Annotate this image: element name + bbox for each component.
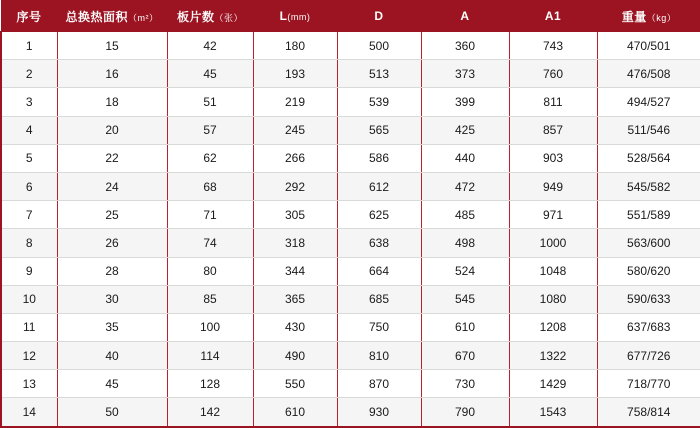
cell-index: 14	[1, 398, 57, 427]
cell-index: 6	[1, 172, 57, 200]
cell-total-area: 24	[57, 172, 167, 200]
cell-a1: 1048	[509, 257, 597, 285]
column-header-a-label: A	[460, 9, 470, 23]
cell-a1: 811	[509, 88, 597, 116]
cell-plate-count: 142	[167, 398, 253, 427]
cell-a: 472	[421, 172, 509, 200]
cell-l: 490	[253, 342, 337, 370]
cell-a: 545	[421, 285, 509, 313]
table-row	[1, 60, 700, 88]
cell-l: 180	[253, 32, 337, 60]
cell-plate-count: 68	[167, 172, 253, 200]
cell-l: 430	[253, 313, 337, 341]
cell-l: 305	[253, 201, 337, 229]
table-header-row	[1, 1, 700, 32]
table-row	[1, 201, 700, 229]
cell-a1: 1080	[509, 285, 597, 313]
cell-a1: 1208	[509, 313, 597, 341]
cell-d: 625	[337, 201, 421, 229]
cell-a1: 971	[509, 201, 597, 229]
cell-a: 373	[421, 60, 509, 88]
cell-d: 612	[337, 172, 421, 200]
table-row	[1, 144, 700, 172]
cell-a1: 760	[509, 60, 597, 88]
cell-weight: 580/620	[597, 257, 700, 285]
cell-a1: 949	[509, 172, 597, 200]
cell-plate-count: 51	[167, 88, 253, 116]
cell-a1: 1543	[509, 398, 597, 427]
cell-weight: 545/582	[597, 172, 700, 200]
column-header-a1	[509, 1, 597, 32]
cell-index: 12	[1, 342, 57, 370]
table-row	[1, 172, 700, 200]
column-header-plate-count-unit: （张）	[214, 12, 244, 23]
column-header-plate-count-label: 板片数	[176, 9, 215, 24]
cell-l: 550	[253, 370, 337, 398]
table-row	[1, 88, 700, 116]
cell-a: 360	[421, 32, 509, 60]
cell-index: 5	[1, 144, 57, 172]
cell-plate-count: 114	[167, 342, 253, 370]
table-row	[1, 313, 700, 341]
table-row	[1, 229, 700, 257]
cell-total-area: 40	[57, 342, 167, 370]
cell-weight: 551/589	[597, 201, 700, 229]
cell-plate-count: 85	[167, 285, 253, 313]
cell-total-area: 22	[57, 144, 167, 172]
column-header-weight	[597, 1, 700, 32]
cell-weight: 677/726	[597, 342, 700, 370]
cell-a1: 857	[509, 116, 597, 144]
cell-plate-count: 80	[167, 257, 253, 285]
table-row	[1, 370, 700, 398]
cell-weight: 637/683	[597, 313, 700, 341]
cell-a: 498	[421, 229, 509, 257]
cell-total-area: 35	[57, 313, 167, 341]
cell-weight: 476/508	[597, 60, 700, 88]
column-header-plate-count	[167, 1, 253, 32]
cell-total-area: 30	[57, 285, 167, 313]
cell-weight: 470/501	[597, 32, 700, 60]
cell-total-area: 25	[57, 201, 167, 229]
cell-total-area: 45	[57, 370, 167, 398]
cell-d: 500	[337, 32, 421, 60]
cell-index: 7	[1, 201, 57, 229]
cell-index: 8	[1, 229, 57, 257]
cell-weight: 511/546	[597, 116, 700, 144]
cell-plate-count: 62	[167, 144, 253, 172]
cell-l: 365	[253, 285, 337, 313]
table-row	[1, 116, 700, 144]
cell-weight: 590/633	[597, 285, 700, 313]
table-body	[1, 32, 700, 427]
cell-index: 2	[1, 60, 57, 88]
cell-a: 790	[421, 398, 509, 427]
cell-plate-count: 128	[167, 370, 253, 398]
cell-d: 870	[337, 370, 421, 398]
cell-index: 11	[1, 313, 57, 341]
cell-total-area: 16	[57, 60, 167, 88]
cell-index: 9	[1, 257, 57, 285]
cell-a1: 1000	[509, 229, 597, 257]
cell-l: 344	[253, 257, 337, 285]
cell-a: 670	[421, 342, 509, 370]
cell-d: 810	[337, 342, 421, 370]
cell-l: 610	[253, 398, 337, 427]
cell-weight: 758/814	[597, 398, 700, 427]
cell-l: 219	[253, 88, 337, 116]
cell-d: 539	[337, 88, 421, 116]
column-header-weight-label: 重量	[621, 9, 647, 24]
cell-total-area: 20	[57, 116, 167, 144]
cell-plate-count: 100	[167, 313, 253, 341]
column-header-l-label: L	[279, 9, 288, 23]
cell-total-area: 15	[57, 32, 167, 60]
cell-weight: 528/564	[597, 144, 700, 172]
cell-plate-count: 57	[167, 116, 253, 144]
cell-l: 193	[253, 60, 337, 88]
cell-plate-count: 71	[167, 201, 253, 229]
column-header-weight-unit: （kg）	[646, 12, 677, 23]
cell-total-area: 28	[57, 257, 167, 285]
cell-a: 524	[421, 257, 509, 285]
column-header-total-area-unit: （m²）	[128, 12, 159, 23]
cell-plate-count: 45	[167, 60, 253, 88]
table-row	[1, 257, 700, 285]
column-header-total-area	[57, 1, 167, 32]
table-row	[1, 398, 700, 427]
cell-a: 440	[421, 144, 509, 172]
table-header	[1, 1, 700, 32]
cell-a1: 1429	[509, 370, 597, 398]
cell-index: 3	[1, 88, 57, 116]
column-header-d-label: D	[374, 9, 384, 23]
column-header-index	[1, 1, 57, 32]
cell-d: 565	[337, 116, 421, 144]
column-header-total-area-label: 总换热面积	[65, 9, 128, 24]
column-header-a1-label: A1	[544, 9, 562, 23]
cell-plate-count: 74	[167, 229, 253, 257]
cell-total-area: 50	[57, 398, 167, 427]
cell-a: 730	[421, 370, 509, 398]
cell-weight: 718/770	[597, 370, 700, 398]
cell-d: 685	[337, 285, 421, 313]
cell-d: 664	[337, 257, 421, 285]
cell-a: 399	[421, 88, 509, 116]
cell-d: 750	[337, 313, 421, 341]
cell-index: 13	[1, 370, 57, 398]
cell-d: 638	[337, 229, 421, 257]
cell-plate-count: 42	[167, 32, 253, 60]
cell-l: 245	[253, 116, 337, 144]
column-header-l-unit: (mm)	[287, 12, 311, 22]
cell-d: 513	[337, 60, 421, 88]
cell-total-area: 18	[57, 88, 167, 116]
cell-a1: 903	[509, 144, 597, 172]
column-header-a	[421, 1, 509, 32]
cell-a1: 1322	[509, 342, 597, 370]
cell-a: 425	[421, 116, 509, 144]
table-row	[1, 342, 700, 370]
cell-total-area: 26	[57, 229, 167, 257]
cell-a: 485	[421, 201, 509, 229]
column-header-index-label: 序号	[16, 9, 42, 24]
cell-d: 586	[337, 144, 421, 172]
cell-index: 1	[1, 32, 57, 60]
cell-weight: 563/600	[597, 229, 700, 257]
cell-weight: 494/527	[597, 88, 700, 116]
column-header-l	[253, 1, 337, 32]
cell-index: 10	[1, 285, 57, 313]
cell-a: 610	[421, 313, 509, 341]
cell-d: 930	[337, 398, 421, 427]
cell-a1: 743	[509, 32, 597, 60]
table-row	[1, 285, 700, 313]
table-row	[1, 32, 700, 60]
column-header-d	[337, 1, 421, 32]
cell-l: 266	[253, 144, 337, 172]
cell-index: 4	[1, 116, 57, 144]
cell-l: 318	[253, 229, 337, 257]
cell-l: 292	[253, 172, 337, 200]
